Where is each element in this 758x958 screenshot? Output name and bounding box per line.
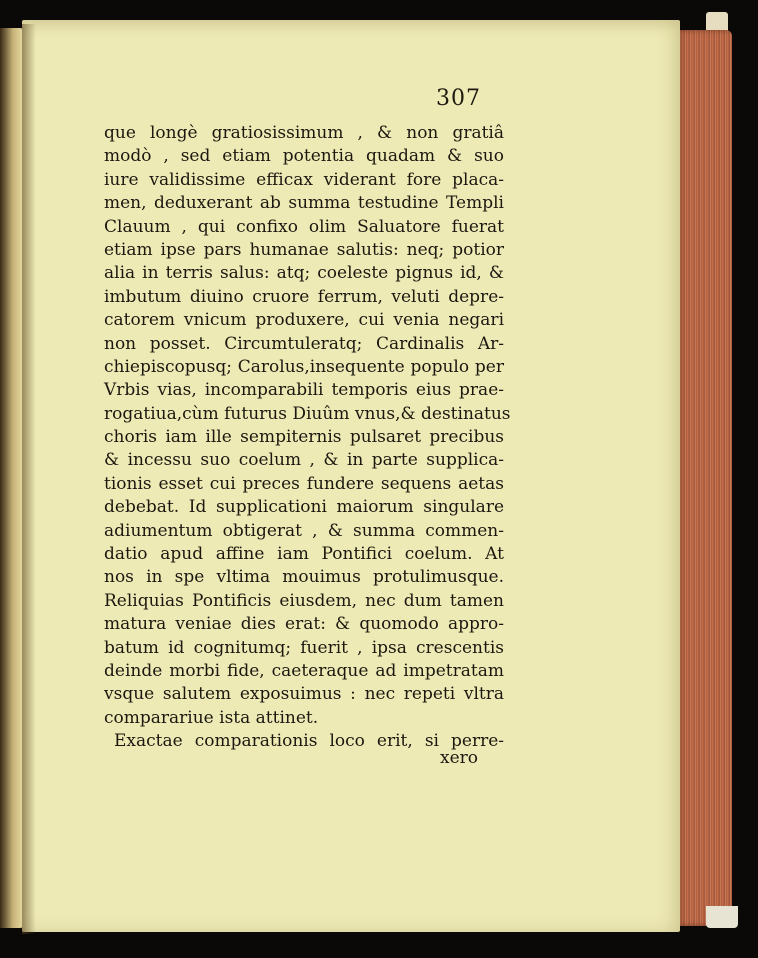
text-line: imbutum diuino cruore ferrum, veluti depre- (104, 286, 504, 307)
text-line: chiepiscopusq; Carolus,insequente populo per (104, 356, 504, 377)
text-line: datio apud affine iam Pontifici coelum. At (104, 544, 504, 565)
text-line: choris iam ille sempiternis pulsaret precibus (104, 427, 504, 448)
text-line: adiumentum obtigerat , & summa commen- (104, 520, 504, 541)
text-line: Vrbis vias, incomparabili temporis eius prae- (104, 380, 504, 401)
text-line: non posset. Circumtuleratq; Cardinalis Ar- (104, 333, 504, 354)
text-line: vsque salutem exposuimus : nec repeti vltra (104, 684, 504, 705)
text-line: nos in spe vltima mouimus protulimusque. (104, 567, 504, 588)
text-block (104, 122, 511, 754)
text-line: comparariue ista attinet. (104, 707, 319, 728)
text-line: Clauum , qui confixo olim Saluatore fuerat (104, 216, 504, 237)
previous-page-edge (0, 28, 24, 928)
text-line: & incessu suo coelum , & in parte supplica- (104, 450, 504, 471)
text-line: Exactae comparationis loco erit, si perre- (114, 731, 504, 752)
book-fore-edge (676, 30, 732, 926)
text-line: alia in terris salus: atq; coeleste pignus id, & (104, 263, 504, 284)
page-number: 307 (436, 86, 481, 111)
spine-shadow (22, 24, 36, 934)
text-line: rogatiua,cùm futurus Diuûm vnus,& destinatus (104, 403, 511, 424)
text-line: modò , sed etiam potentia quadam & suo (104, 146, 504, 167)
catchword: xero (440, 748, 479, 768)
text-line: batum id cognitumq; fuerit , ipsa crescentis (104, 637, 504, 658)
text-line: deinde morbi fide, caeteraque ad impetratam (104, 660, 504, 681)
text-line: men, deduxerant ab summa testudine Templi (104, 193, 504, 214)
text-line: iure validissime efficax viderant fore placa- (104, 169, 504, 190)
text-line: que longè gratiosissimum , & non gratiâ (104, 123, 504, 143)
text-line: catorem vnicum produxere, cui venia negari (104, 310, 504, 331)
page-edge-bottom (706, 906, 738, 928)
text-line: Reliquias Pontificis eiusdem, nec dum tamen (104, 590, 504, 611)
text-line: debebat. Id supplicationi maiorum singulare (104, 497, 504, 518)
text-line: tionis esset cui preces fundere sequens aetas (104, 473, 504, 494)
text-line: matura veniae dies erat: & quomodo appro- (104, 614, 504, 635)
text-line: etiam ipse pars humanae salutis: neq; potior (104, 239, 504, 260)
